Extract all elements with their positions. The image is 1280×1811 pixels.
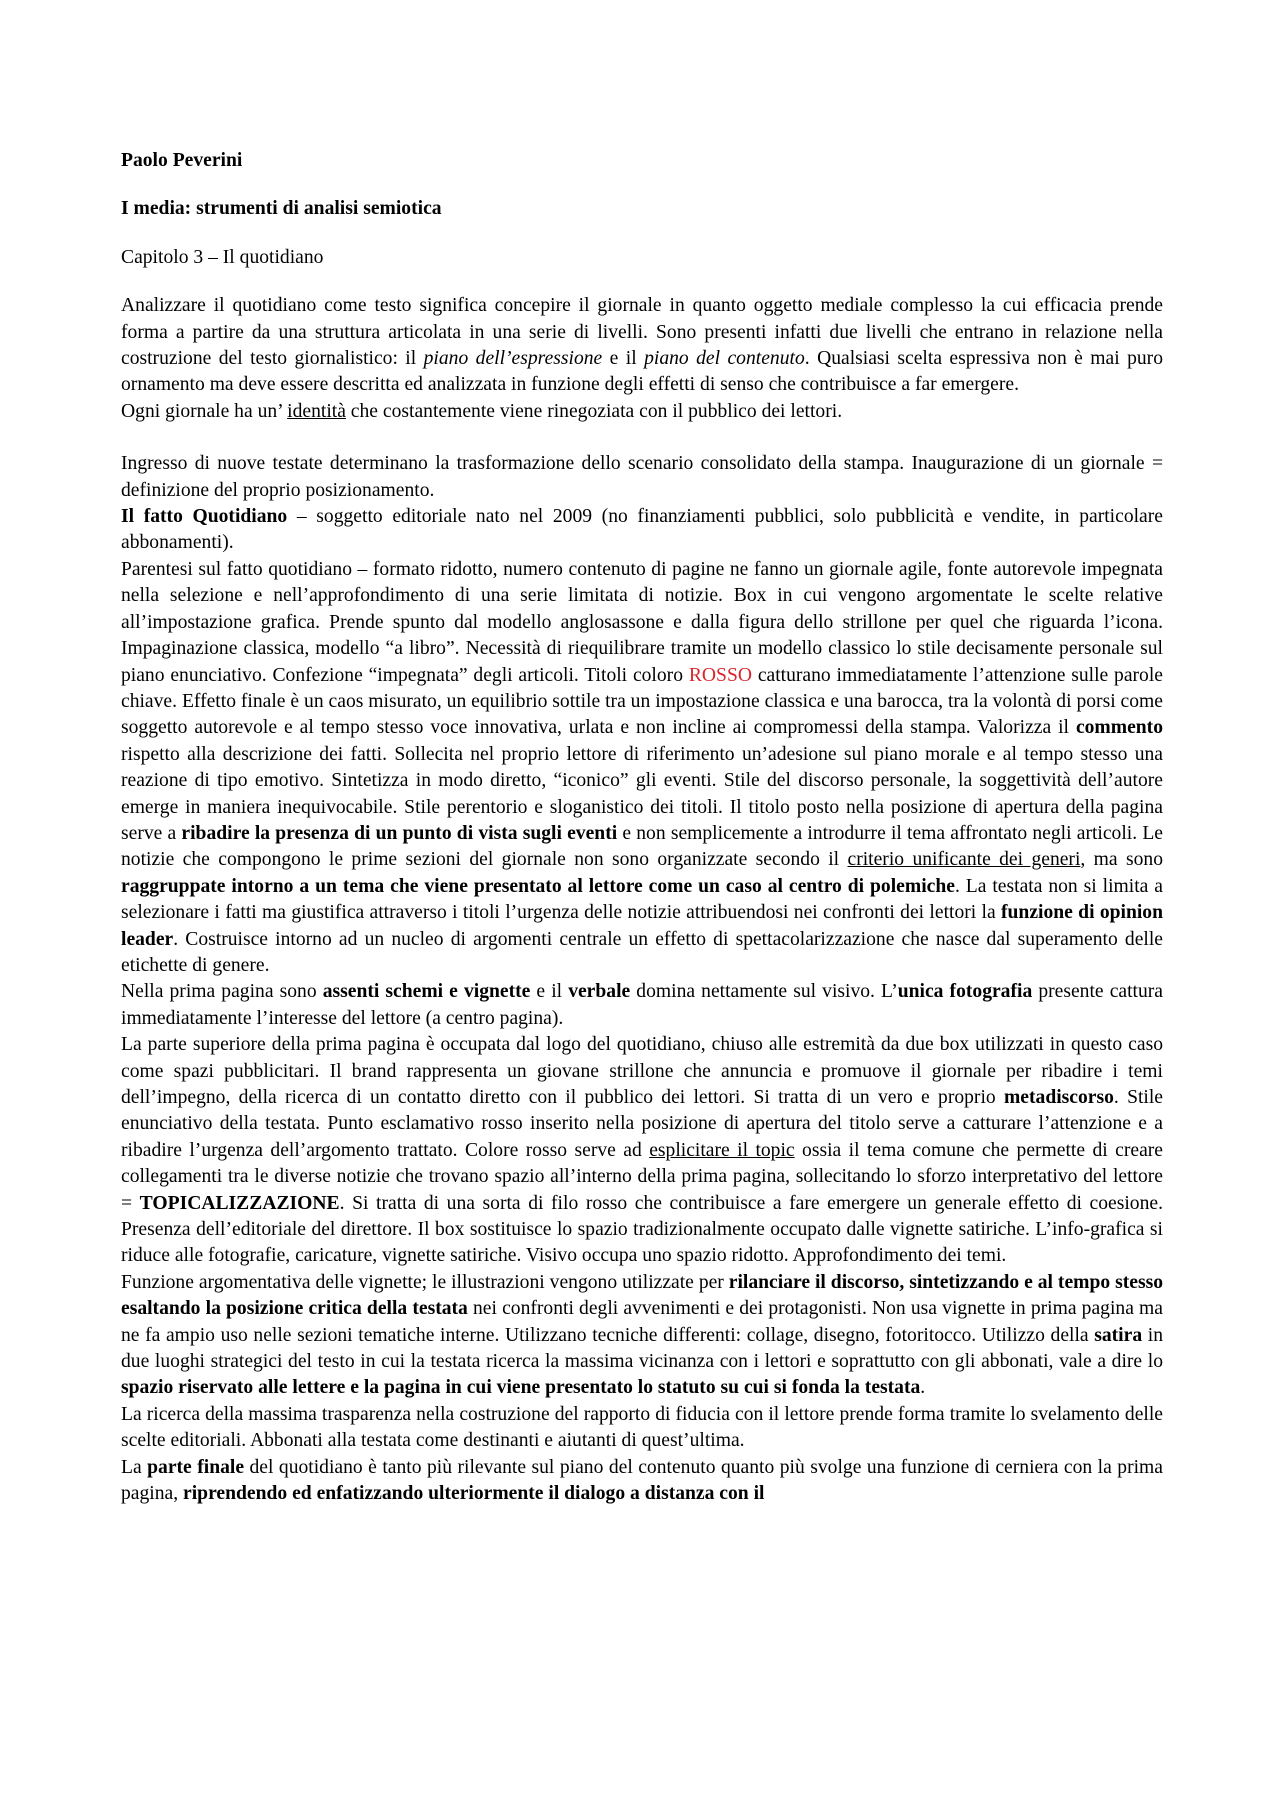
bold-text: unica fotografia xyxy=(897,981,1033,1003)
bold-text: verbale xyxy=(568,981,631,1003)
text-run: e il xyxy=(602,348,645,370)
text-run: Funzione argomentativa delle vignette; le illustrazioni vengono utilizzate per xyxy=(121,1271,729,1293)
italic-text: piano dell’espressione xyxy=(423,348,603,370)
text-run: presente cattura immediatamente l’interesse del lettore (a centro pagina). xyxy=(121,981,1163,1029)
bold-text: commento xyxy=(1075,717,1163,739)
italic-text: piano del contenuto xyxy=(644,348,805,370)
paragraph-new-newspapers xyxy=(121,451,1163,504)
text-run: nei confronti degli avvenimenti e dei protagonisti. Non usa vignette in prima pagina ma ne fa ampio uso nelle sezioni tematiche interne. Utilizzano tecniche differenti: collage, disegno, fotoritocco. Utilizzo della xyxy=(121,1298,1163,1346)
text-run: La xyxy=(121,1456,148,1478)
text-run: La parte superiore della prima pagina è occupata dal logo del quotidiano, chiuso alle estremità da due box utilizzati in questo caso come spazi pubblicitari. Il brand rappresenta un giovane strillone che annuncia e promuove il giornale per ribadire i temi dell’impegno, della ricerca di un contatto diretto con il pubblico dei lettori. Si tratta di un vero e proprio xyxy=(121,1034,1163,1108)
bold-text: raggruppate intorno a un tema che viene presentato al lettore come un caso al centro di polemiche xyxy=(121,875,955,897)
text-run: domina nettamente sul visivo. L’ xyxy=(630,981,898,1003)
text-run: Ogni giornale ha un’ xyxy=(121,400,288,422)
paragraph-final-part xyxy=(121,1455,1163,1508)
bold-text: ribadire la presenza di un punto di vista sugli eventi xyxy=(181,822,618,844)
paragraph-fatto-quotidiano xyxy=(121,504,1163,557)
bold-text: assenti schemi e vignette xyxy=(322,981,531,1003)
text-run: Ingresso di nuove testate determinano la trasformazione dello scenario consolidato della stampa. Inaugurazione di un giornale = definizione del proprio posizionamento. xyxy=(121,453,1163,501)
underlined-text: esplicitare il topic xyxy=(649,1139,795,1161)
text-run: e il xyxy=(530,981,569,1003)
text-run: Parentesi sul fatto quotidiano – formato ridotto, numero contenuto di pagine ne fanno un giornale agile, fonte autorevole impegnata nella selezione e nell’approfondimento di una serie limitata di notizie. Box in cui vengono argomentate le scelte relative all’impostazione grafica. Prende spunto dal modello anglosassone e dalla figura dello strillone per quel che riguarda l’icona. Impaginazione classica, modello “a libro”. Necessità di riequilibrare tramite un modello classico lo stile decisamente personale sul piano enunciativo. Confezione “impegnata” degli articoli. Titoli coloro xyxy=(121,558,1163,686)
text-run: in due luoghi strategici del testo in cui la testata ricerca la massima vicinanza con i lettori e soprattutto con gli abbonati, vale a dire lo xyxy=(121,1324,1163,1373)
paragraph-transparency xyxy=(121,1402,1163,1455)
bold-text: funzione di opinion leader xyxy=(121,902,1163,950)
paragraph-vignettes xyxy=(121,1270,1163,1402)
text-run: , ma sono xyxy=(1080,849,1163,871)
paragraph-front-page xyxy=(121,979,1163,1032)
text-run: . Stile enunciativo della testata. Punto esclamativo rosso inserito nella posizione di apertura del titolo serve a catturare l’attenzione e a ribadire l’urgenza dell’argomento trattato. Colore rosso serve ad xyxy=(121,1087,1164,1161)
paragraph-logo xyxy=(121,1032,1163,1270)
bold-text: metadiscorso xyxy=(1003,1087,1114,1108)
bold-text: spazio riservato alle lettere e la pagina in cui viene presentato lo statuto su cui si fonda la testata xyxy=(121,1377,921,1399)
bold-text: rilanciare il discorso, sintetizzando e al tempo stesso esaltando la posizione critica della testata xyxy=(121,1271,1163,1320)
paragraph-identity xyxy=(121,399,1163,425)
underlined-text: criterio unificante dei generi xyxy=(847,849,1081,871)
bold-text: TOPICALIZZAZIONE xyxy=(139,1192,340,1214)
text-run: Analizzare il quotidiano come testo significa concepire il giornale in quanto oggetto mediale complesso la cui efficacia prende forma a partire da una struttura articolata in una serie di livelli. Sono presenti infatti due livelli che entrano in relazione nella costruzione del testo giornalistico: il xyxy=(121,295,1163,370)
author-name: Paolo Peverini xyxy=(121,150,243,171)
paragraph-format xyxy=(121,557,1163,980)
text-run: . Si tratta di una sorta di filo rosso che contribuisce a fare emergere un generale effetto di coesione. Presenza dell’editoriale del direttore. Il box sostituisce lo spazio tradizionalmente occupato dalle vignette satiriche. L’info-grafica si riduce alle fotografie, caricature, vignette satiriche. Visivo occupa uno spazio ridotto. Approfondimento dei temi. xyxy=(121,1192,1163,1267)
text-run: La ricerca della massima trasparenza nella costruzione del rapporto di fiducia con il lettore prende forma tramite lo svelamento delle scelte editoriali. Abbonati alla testata come destinanti e aiutanti di quest’ultima. xyxy=(121,1403,1163,1452)
text-run: che costantemente viene rinegoziata con il pubblico dei lettori. xyxy=(345,400,843,422)
text-run: ossia il tema comune che permette di creare collegamenti tra le diverse notizie che trovano spazio all’interno della prima pagina, sollecitando lo sforzo interpretativo del lettore = xyxy=(121,1139,1163,1214)
text-run: . xyxy=(920,1377,926,1399)
text-run: . La testata non si limita a selezionare i fatti ma giustifica attraverso i titoli l’urgenza delle notizie attribuendosi nei confronti dei lettori la xyxy=(121,875,1164,924)
chapter-title: Capitolo 3 – Il quotidiano xyxy=(121,246,324,268)
book-title: I media: strumenti di analisi semiotica xyxy=(121,198,442,220)
paragraph-intro xyxy=(121,293,1163,399)
text-run: del quotidiano è tanto più rilevante sul piano del contenuto quanto più svolge una funzione di cerniera con la prima pagina, xyxy=(121,1456,1163,1505)
underlined-text: identità xyxy=(287,400,346,422)
text-run: e non semplicemente a introdurre il tema affrontato negli articoli. Le notizie che compongono le prime sezioni del giornale non sono organizzate secondo il xyxy=(121,822,1163,871)
text-run: rispetto alla descrizione dei fatti. Sollecita nel proprio lettore di riferimento un’adesione sul piano morale e al tempo stesso una reazione di tipo emotivo. Sintetizza in modo diretto, “iconico” gli eventi. Stile del discorso personale, la soggettività dell’autore emerge in maniera inequivocabile. Stile perentorio e sloganistico dei titoli. Il titolo posto nella posizione di apertura della pagina serve a xyxy=(121,743,1163,844)
text-run: – soggetto editoriale nato nel 2009 (no finanziamenti pubblici, solo pubblicità e vendite, in particolare abbonamenti). xyxy=(121,506,1163,554)
bold-text: riprendendo ed enfatizzando ulteriormente il dialogo a distanza con il xyxy=(183,1483,765,1505)
text-run: catturano immediatamente l’attenzione sulle parole chiave. Effetto finale è un caos misurato, un equilibrio sottile tra un impostazione classica e una barocca, tra la volontà di porsi come soggetto autorevole e al tempo stesso voce innovativa, urlata e non incline ai compromessi della stampa. Valorizza il xyxy=(121,664,1163,739)
red-highlight-text: ROSSO xyxy=(688,664,752,686)
document-page xyxy=(121,148,1163,1508)
bold-text: Il fatto Quotidiano xyxy=(121,506,288,528)
bold-text: parte finale xyxy=(147,1456,245,1478)
text-run: . Costruisce intorno ad un nucleo di argomenti centrale un effetto di spettacolarizzazione che nasce dal superamento delle etichette di genere. xyxy=(121,928,1163,976)
bold-text: satira xyxy=(1094,1324,1143,1346)
text-run: Nella prima pagina sono xyxy=(121,981,323,1003)
text-run: . Qualsiasi scelta espressiva non è mai puro ornamento ma deve essere descritta ed analizzata in funzione degli effetti di senso che contribuisce a far emergere. xyxy=(121,348,1163,396)
